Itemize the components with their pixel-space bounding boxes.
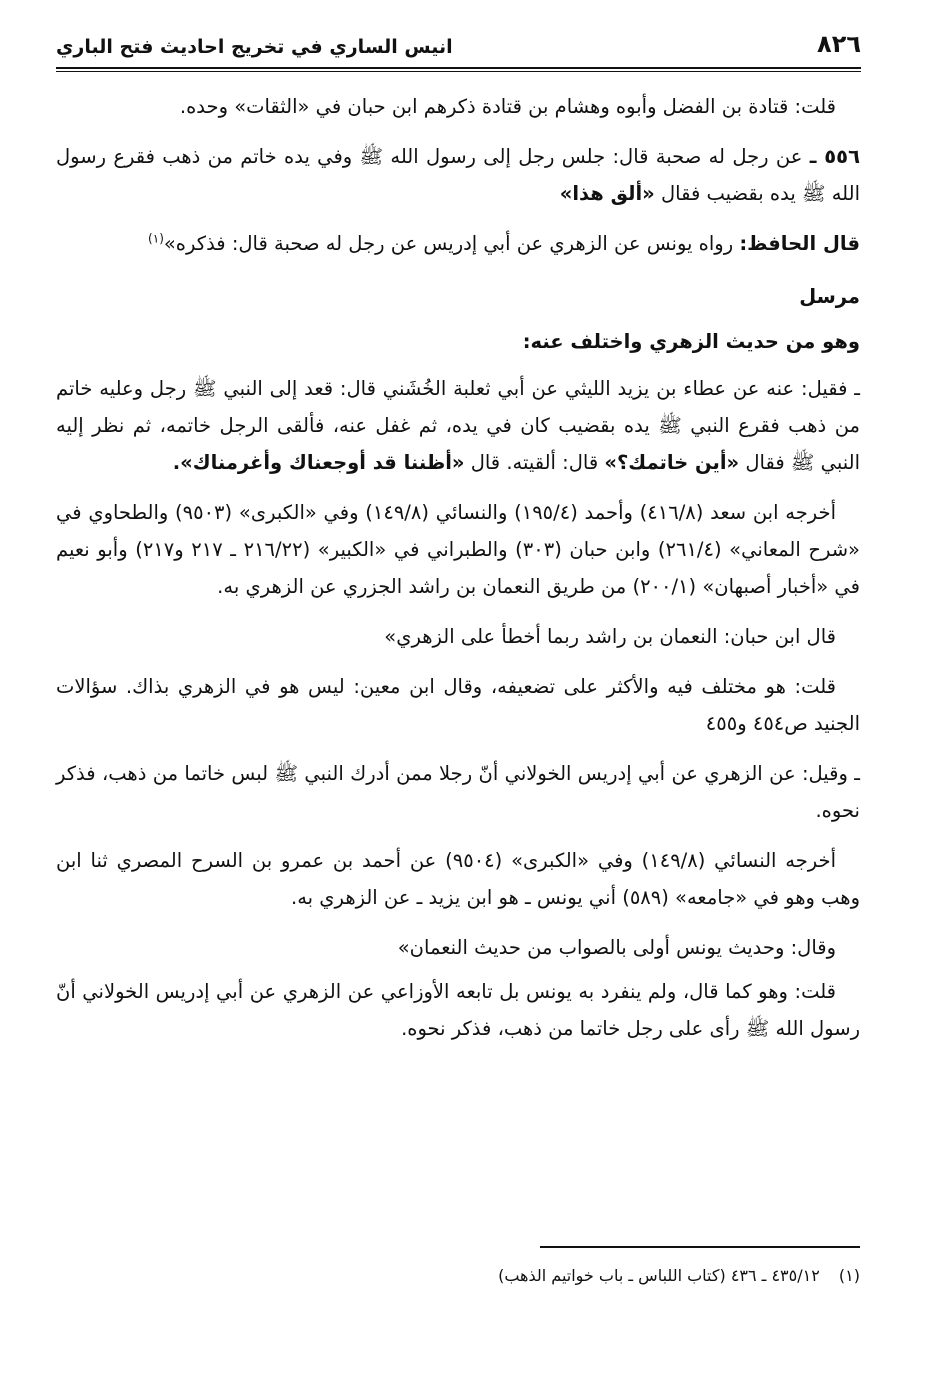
header-rule [56,67,861,69]
page-header [56,30,861,70]
paragraph-qultu-final: قلت: وهو كما قال، ولم ينفرد به يونس بل تابعه الأوزاعي عن الزهري عن أبي إدريس الخولاني أنّ رسول الله ﷺ رأى على رجل خاتما من ذهب، فذكر نحوه. [56,980,860,1040]
footnote-text: ٤٣٥/١٢ ـ ٤٣٦ (كتاب اللباس ـ باب خواتيم الذهب) [498,1266,820,1285]
hafiz-label: قال الحافظ: [739,232,860,255]
hafiz-text: رواه يونس عن الزهري عن أبي إدريس عن رجل له صحبة قال: فذكره» [163,232,734,255]
hadith-text: عن رجل له صحبة قال: جلس رجل إلى رسول الله ﷺ وفي يده خاتم من ذهب فقرع رسول الله ﷺ يده بقضيب فقال [56,145,860,205]
paragraph-ibn-hibban: قال ابن حبان: النعمان بن راشد ربما أخطأ على الزهري» [384,625,836,648]
footnote-separator [540,1246,860,1248]
paragraph-faqil [56,370,860,481]
faqil-quote-1: «أين خاتمك؟» [604,451,740,474]
paragraph-takhrij-1: أخرجه ابن سعد (٤١٦/٨) وأحمد (١٩٥/٤) والنسائي (١٤٩/٨) وفي «الكبرى» (٩٥٠٣) والطحاوي في «شرح المعاني» (٢٦١/٤) وابن حبان (٣٠٣) والطبراني في «الكبير» (٢١٦/٢٢ ـ ٢١٧ و٢١٧) وأبو نعيم في «أخبار أصبهان» (٢٠٠/١) من طريق النعمان بن راشد الجزري عن الزهري به. [56,501,860,598]
footnote-mark: (١) [838,1266,860,1285]
faqil-quote-2: «أظننا قد أوجعناك وأغرمناك». [172,451,465,474]
hadith-556 [56,138,860,212]
heading-ikhtilaf: وهو من حديث الزهري واختلف عنه: [522,330,860,353]
running-title: انيس الساري في تخريج احاديث فتح الباري [56,36,453,58]
faqil-text: ـ فقيل: عنه عن عطاء بن يزيد الليثي عن أبي ثعلبة الخُشَني قال: قعد إلى النبي ﷺ رجل وعليه خاتم من ذهب فقرع النبي ﷺ يده بقضيب كان في يده، ثم غفل عنه، فألقى الرجل خاتمه، ثم نظر إليه النبي ﷺ فقال [56,377,860,474]
paragraph-qal-alhafiz [56,225,860,262]
paragraph-qultu-qatada: قلت: قتادة بن الفضل وأبوه وهشام بن قتادة ذكرهم ابن حبان في «الثقات» وحده. [179,95,836,118]
page-number: ٨٢٦ [817,30,861,58]
header-rule-thin [56,71,861,72]
footnote [56,1264,860,1288]
paragraph-waqil: ـ وقيل: عن الزهري عن أبي إدريس الخولاني أنّ رجلا ممن أدرك النبي ﷺ لبس خاتما من ذهب، فذكر نحوه. [56,762,860,822]
paragraph-waqal: وقال: وحديث يونس أولى بالصواب من حديث النعمان» [397,936,836,959]
page-body [56,88,860,1060]
footnote-ref: (١) [148,231,164,246]
heading-mursal: مرسل [799,285,860,308]
hadith-number: ٥٥٦ ـ [809,145,860,168]
paragraph-qultu-mukhtalaf: قلت: هو مختلف فيه والأكثر على تضعيفه، وقال ابن معين: ليس هو في الزهري بذاك. سؤالات الجنيد ص٤٥٤ و٤٥٥ [56,675,860,735]
faqil-mid: قال: ألقيته. قال [470,451,599,474]
hadith-quote: «ألق هذا» [559,182,655,205]
paragraph-takhrij-2: أخرجه النسائي (١٤٩/٨) وفي «الكبرى» (٩٥٠٤) عن أحمد بن عمرو بن السرح المصري ثنا ابن وهب وهو في «جامعه» (٥٨٩) أني يونس ـ هو ابن يزيد ـ عن الزهري به. [56,849,860,909]
